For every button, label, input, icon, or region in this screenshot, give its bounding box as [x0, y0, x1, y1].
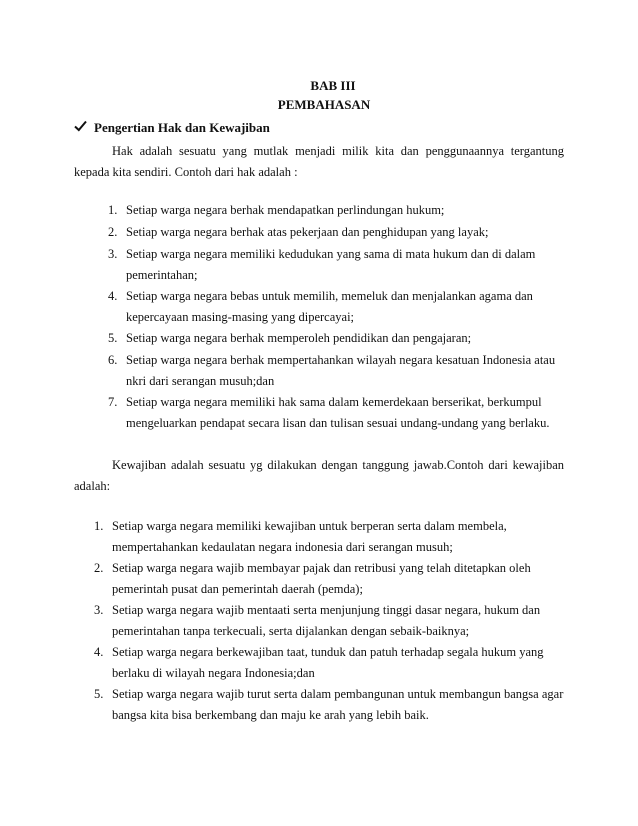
list-item-text: Setiap warga negara memiliki hak sama dalam kemerdekaan berserikat, berkumpul mengeluarkan pendapat secara lisan dan tulisan sesuai undang-undang yang berlaku.	[126, 395, 550, 430]
hak-intro-paragraph	[74, 141, 564, 183]
kewajiban-intro-line-2: adalah:	[74, 479, 111, 493]
list-number: 2.	[108, 225, 118, 239]
list-item	[108, 222, 568, 244]
list-number: 4.	[94, 645, 104, 659]
list-number: 5.	[94, 687, 104, 701]
list-item	[108, 200, 568, 222]
list-item-text: Setiap warga negara memiliki kewajiban untuk berperan serta dalam membela, mempertahankan kedaulatan negara indonesia dari serangan musuh;	[112, 519, 507, 554]
list-item	[94, 516, 564, 558]
list-number: 6.	[108, 353, 118, 367]
list-item	[108, 392, 568, 434]
list-item-text: Setiap warga negara berhak mendapatkan perlindungan hukum;	[126, 203, 445, 217]
list-item	[94, 600, 564, 642]
list-item-text: Setiap warga negara berkewajiban taat, tunduk dan patuh terhadap segala hukum yang berlaku di wilayah negara Indonesia;dan	[112, 645, 544, 680]
list-number: 1.	[94, 519, 104, 533]
list-item	[108, 244, 568, 286]
list-item-text: Setiap warga negara berhak atas pekerjaan dan penghidupan yang layak;	[126, 225, 489, 239]
list-item-text: Setiap warga negara bebas untuk memilih, memeluk dan menjalankan agama dan kepercayaan masing-masing yang dipercayai;	[126, 289, 533, 324]
list-number: 3.	[108, 247, 118, 261]
chapter-title: PEMBAHASAN	[277, 97, 371, 112]
section-title-text: Pengertian Hak dan Kewajiban	[94, 120, 270, 135]
list-item-text: Setiap warga negara wajib mentaati serta menjunjung tinggi dasar negara, hukum dan pemerintahan tanpa terkecuali, serta dijalankan dengan sebaik-baiknya;	[112, 603, 541, 638]
list-item	[108, 328, 568, 350]
hak-intro-line-2: kepada kita sendiri. Contoh dari hak adalah :	[74, 165, 298, 179]
kewajiban-list	[94, 516, 564, 726]
kewajiban-intro-line-1: Kewajiban adalah sesuatu yg dilakukan dengan tanggung jawab.Contoh dari kewajiban	[112, 458, 564, 472]
list-item-text: Setiap warga negara wajib turut serta dalam pembangunan untuk membangun bangsa agar bangsa kita bisa berkembang dan maju ke arah yang lebih baik.	[112, 687, 564, 722]
list-item-text: Setiap warga negara wajib membayar pajak dan retribusi yang telah ditetapkan oleh pemerintah pusat dan pemerintah daerah (pemda);	[112, 561, 531, 596]
list-item	[108, 286, 568, 328]
list-item-text: Setiap warga negara berhak memperoleh pendidikan dan pengajaran;	[126, 331, 472, 345]
list-item-text: Setiap warga negara berhak mempertahankan wilayah negara kesatuan Indonesia atau nkri dari serangan musuh;dan	[126, 353, 556, 388]
chapter-heading: BAB III	[310, 78, 356, 93]
kewajiban-intro-paragraph	[74, 455, 564, 497]
list-number: 5.	[108, 331, 118, 345]
list-item	[94, 684, 564, 726]
list-number: 4.	[108, 289, 118, 303]
list-number: 1.	[108, 203, 118, 217]
list-number: 7.	[108, 395, 118, 409]
section-title	[74, 120, 270, 136]
list-item-text: Setiap warga negara memiliki kedudukan yang sama di mata hukum dan di dalam pemerintahan;	[126, 247, 536, 282]
hak-list	[108, 200, 568, 434]
list-item	[94, 642, 564, 684]
list-item	[94, 558, 564, 600]
list-item	[108, 350, 568, 392]
hak-intro-line-1: Hak adalah sesuatu yang mutlak menjadi milik kita dan penggunaannya tergantung	[112, 144, 564, 158]
list-number: 3.	[94, 603, 104, 617]
list-number: 2.	[94, 561, 104, 575]
checkmark-icon	[74, 120, 88, 136]
